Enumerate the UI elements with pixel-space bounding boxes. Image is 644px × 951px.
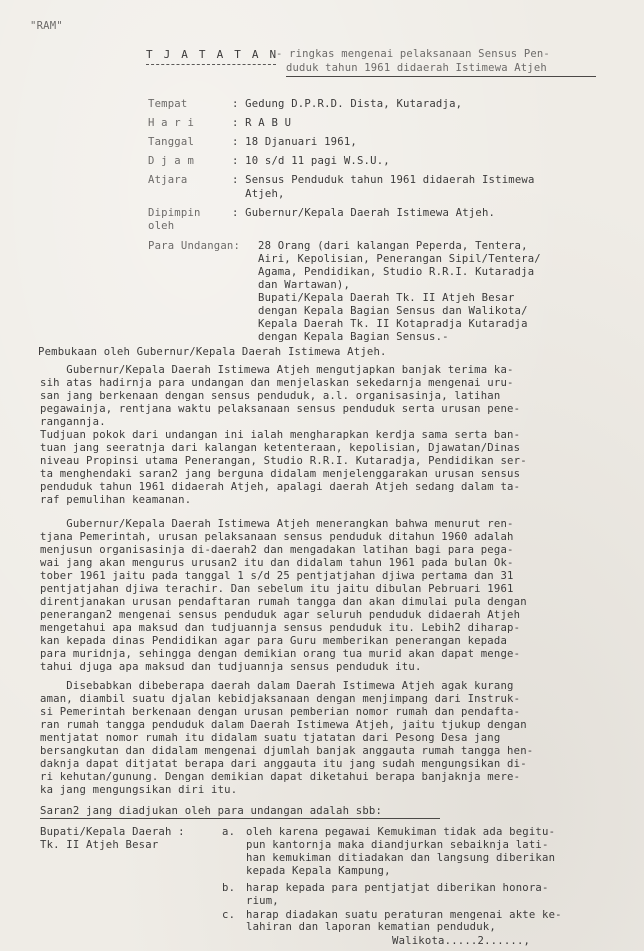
detail-value: : R A B U xyxy=(232,117,292,129)
paragraph-line: Tudjuan pokok dari undangan ini ialah mengharapkan kerdja sama serta ban- xyxy=(40,429,521,441)
paragraph-line: mengetahui apa maksud dan tudjuannja sensus penduduk itu. Lebih2 diharap- xyxy=(40,622,521,634)
undangan-line: dan Wartawan), xyxy=(258,279,351,291)
paragraph-line: tahui djuga apa maksud dan tudjuannja sensus penduduk itu. xyxy=(40,661,422,673)
detail-label: Tempat xyxy=(148,98,188,110)
paragraph-line: direntjanakan urusan pendaftaran rumah tangga dan akan dimulai pula dengan xyxy=(40,596,527,608)
paragraph-line: si Pemerintah berkenaan dengan urusan pemberian nomor rumah dan pendafta- xyxy=(40,706,521,718)
footer-signature: Walikota.....2......, xyxy=(392,935,531,947)
paragraph-line: aman, diambil suatu djalan kebidjaksanaan dengan menjimpang dari Instruk- xyxy=(40,693,521,705)
paragraph-line: para muridnja, sehingga dengan demikian orang tua murid akan dapat menge- xyxy=(40,648,521,660)
detail-label: oleh xyxy=(148,220,175,232)
paragraph-line: raf pemulihan keamanan. xyxy=(40,494,192,506)
undangan-line: Airi, Kepolisian, Penerangan Sipil/Tentera/ xyxy=(258,253,541,265)
saran-item-line: pun kantornja maka diandjurkan sebaiknja lati- xyxy=(246,839,549,851)
paragraph-line: san jang berkenaan dengan sensus penduduk, a.l. organisasinja, latihan xyxy=(40,390,501,402)
saran-item-letter: c. xyxy=(222,909,236,921)
title-underline xyxy=(146,64,276,65)
paragraph-line: pentjatjahan djiwa terachir. Dan sebelum itu jaitu dibulan Pebruari 1961 xyxy=(40,583,514,595)
saran-item-line: lahiran dan laporan kematian penduduk, xyxy=(246,921,496,933)
document-title-line2: duduk tahun 1961 didaerah Istimewa Atjeh xyxy=(286,62,547,74)
paragraph-line: sih atas hadirnja para undangan dan menjelaskan sekedarnja mengenai uru- xyxy=(40,377,514,389)
saran-heading: Saran2 jang diadjukan oleh para undangan adalah sbb: xyxy=(40,805,383,817)
detail-value: : 10 s/d 11 pagi W.S.U., xyxy=(232,155,390,167)
undangan-line: Bupati/Kepala Daerah Tk. II Atjeh Besar xyxy=(258,292,515,304)
paragraph-line: tjana Pemerintah, urusan pelaksanaan sensus penduduk ditahun 1960 adalah xyxy=(40,531,514,543)
paragraph-line: bersangkutan dan didalam mengenai djumlah banjak anggauta rumah tangga hen- xyxy=(40,745,534,757)
saran-item-line: han kemukiman ditiadakan dan langsung diberikan xyxy=(246,852,556,864)
detail-label: D j a m xyxy=(148,155,195,167)
saran-item-line: oleh karena pegawai Kemukiman tidak ada begitu- xyxy=(246,826,556,838)
paragraph-line: pegawainja, rentjana waktu pelaksanaan sensus penduduk serta urusan pene- xyxy=(40,403,521,415)
undangan-line: dengan Kepala Bagian Sensus dan Walikota/ xyxy=(258,305,528,317)
paragraph-line: Gubernur/Kepala Daerah Istimewa Atjeh mengutjapkan banjak terima ka- xyxy=(40,364,514,376)
paragraph-line: tober 1961 jaitu pada tanggal 1 s/d 25 pentjatjahan djiwa pertama dan 31 xyxy=(40,570,514,582)
saran-from-line: Tk. II Atjeh Besar xyxy=(40,839,159,851)
paragraph-line: ka jang mengungsikan diri itu. xyxy=(40,784,238,796)
opening-heading: Pembukaan oleh Gubernur/Kepala Daerah Istimewa Atjeh. xyxy=(38,346,387,358)
paragraph-line: kan kepada dinas Pendidikan agar para Guru memberikan penerangan kepada xyxy=(40,635,508,647)
undangan-line: 28 Orang (dari kalangan Peperda, Tentera, xyxy=(258,240,528,252)
saran-item-line: harap kepada para pentjatjat diberikan honora- xyxy=(246,882,549,894)
detail-value: Atjeh, xyxy=(232,188,285,200)
saran-item-letter: b. xyxy=(222,882,236,894)
saran-from-line: Bupati/Kepala Daerah : xyxy=(40,826,185,838)
header-mark: "RAM" xyxy=(30,20,63,32)
undangan-line: Agama, Pendidikan, Studio R.R.I. Kutaradja xyxy=(258,266,535,278)
title-rule xyxy=(286,76,596,77)
detail-label: Atjara xyxy=(148,174,188,186)
paragraph-line: Disebabkan dibeberapa daerah dalam Daerah Istimewa Atjeh agak kurang xyxy=(40,680,514,692)
detail-value: : Sensus Penduduk tahun 1961 didaerah Istimewa xyxy=(232,174,535,186)
paragraph-line: ran rumah tangga penduduk dalam Daerah Istimewa Atjeh, jaitu tjukup dengan xyxy=(40,719,527,731)
detail-value: : Gubernur/Kepala Daerah Istimewa Atjeh. xyxy=(232,207,496,219)
saran-item-letter: a. xyxy=(222,826,236,838)
paragraph-line: wai jang akan mengurus urusan2 itu dan didalam tahun 1961 pada bulan Ok- xyxy=(40,557,514,569)
document-title-label: T J A T A T A N xyxy=(146,48,279,61)
paragraph-line: tuan jang seeratnja dari kalangan ketenteraan, kepolisian, Djawatan/Dinas xyxy=(40,442,521,454)
detail-value: : Gedung D.P.R.D. Dista, Kutaradja, xyxy=(232,98,463,110)
detail-label: H a r i xyxy=(148,117,195,129)
paragraph-line: penduduk tahun 1961 didaerah Atjeh, apalagi daerah Atjeh sedang dalam ta- xyxy=(40,481,521,493)
paragraph-line: Gubernur/Kepala Daerah Istimewa Atjeh menerangkan bahwa menurut ren- xyxy=(40,518,514,530)
saran-item-line: harap diadakan suatu peraturan mengenai akte ke- xyxy=(246,909,562,921)
paragraph-line: rangannja. xyxy=(40,416,106,428)
undangan-label: Para Undangan: xyxy=(148,240,241,252)
saran-item-line: rium, xyxy=(246,895,279,907)
detail-value: : 18 Djanuari 1961, xyxy=(232,136,357,148)
paragraph-line: ri kehutan/gunung. Dengan demikian dapat diketahui berapa banjaknja mere- xyxy=(40,771,521,783)
saran-heading-underline xyxy=(40,818,440,819)
document-title-line1: - ringkas mengenai pelaksanaan Sensus Pen- xyxy=(276,48,550,60)
paragraph-line: mentjatat nomor rumah itu didalam suatu tjatatan dari Pesong Desa jang xyxy=(40,732,501,744)
detail-label: Tanggal xyxy=(148,136,195,148)
paragraph-line: ta menghendaki saran2 jang berguna didalam menjelenggarakan urusan sensus xyxy=(40,468,521,480)
paragraph-line: penerangan2 mengenai sensus penduduk agar seluruh penduduk didaerah Atjeh xyxy=(40,609,521,621)
paragraph-line: daknja dapat ditjatat berapa dari anggauta itu jang sudah mengungsikan di- xyxy=(40,758,527,770)
saran-item-line: kepada Kepala Kampung, xyxy=(246,865,391,877)
paragraph-line: niveau Propinsi utama Penerangan, Studio R.R.I. Kutaradja, Pendidikan ser- xyxy=(40,455,527,467)
undangan-line: Kepala Daerah Tk. II Kotapradja Kutaradja xyxy=(258,318,528,330)
detail-label: Dipimpin xyxy=(148,207,201,219)
undangan-line: dengan Kepala Bagian Sensus.- xyxy=(258,331,449,343)
paragraph-line: menjusun organisasinja di-daerah2 dan mengadakan latihan bagi para pega- xyxy=(40,544,514,556)
